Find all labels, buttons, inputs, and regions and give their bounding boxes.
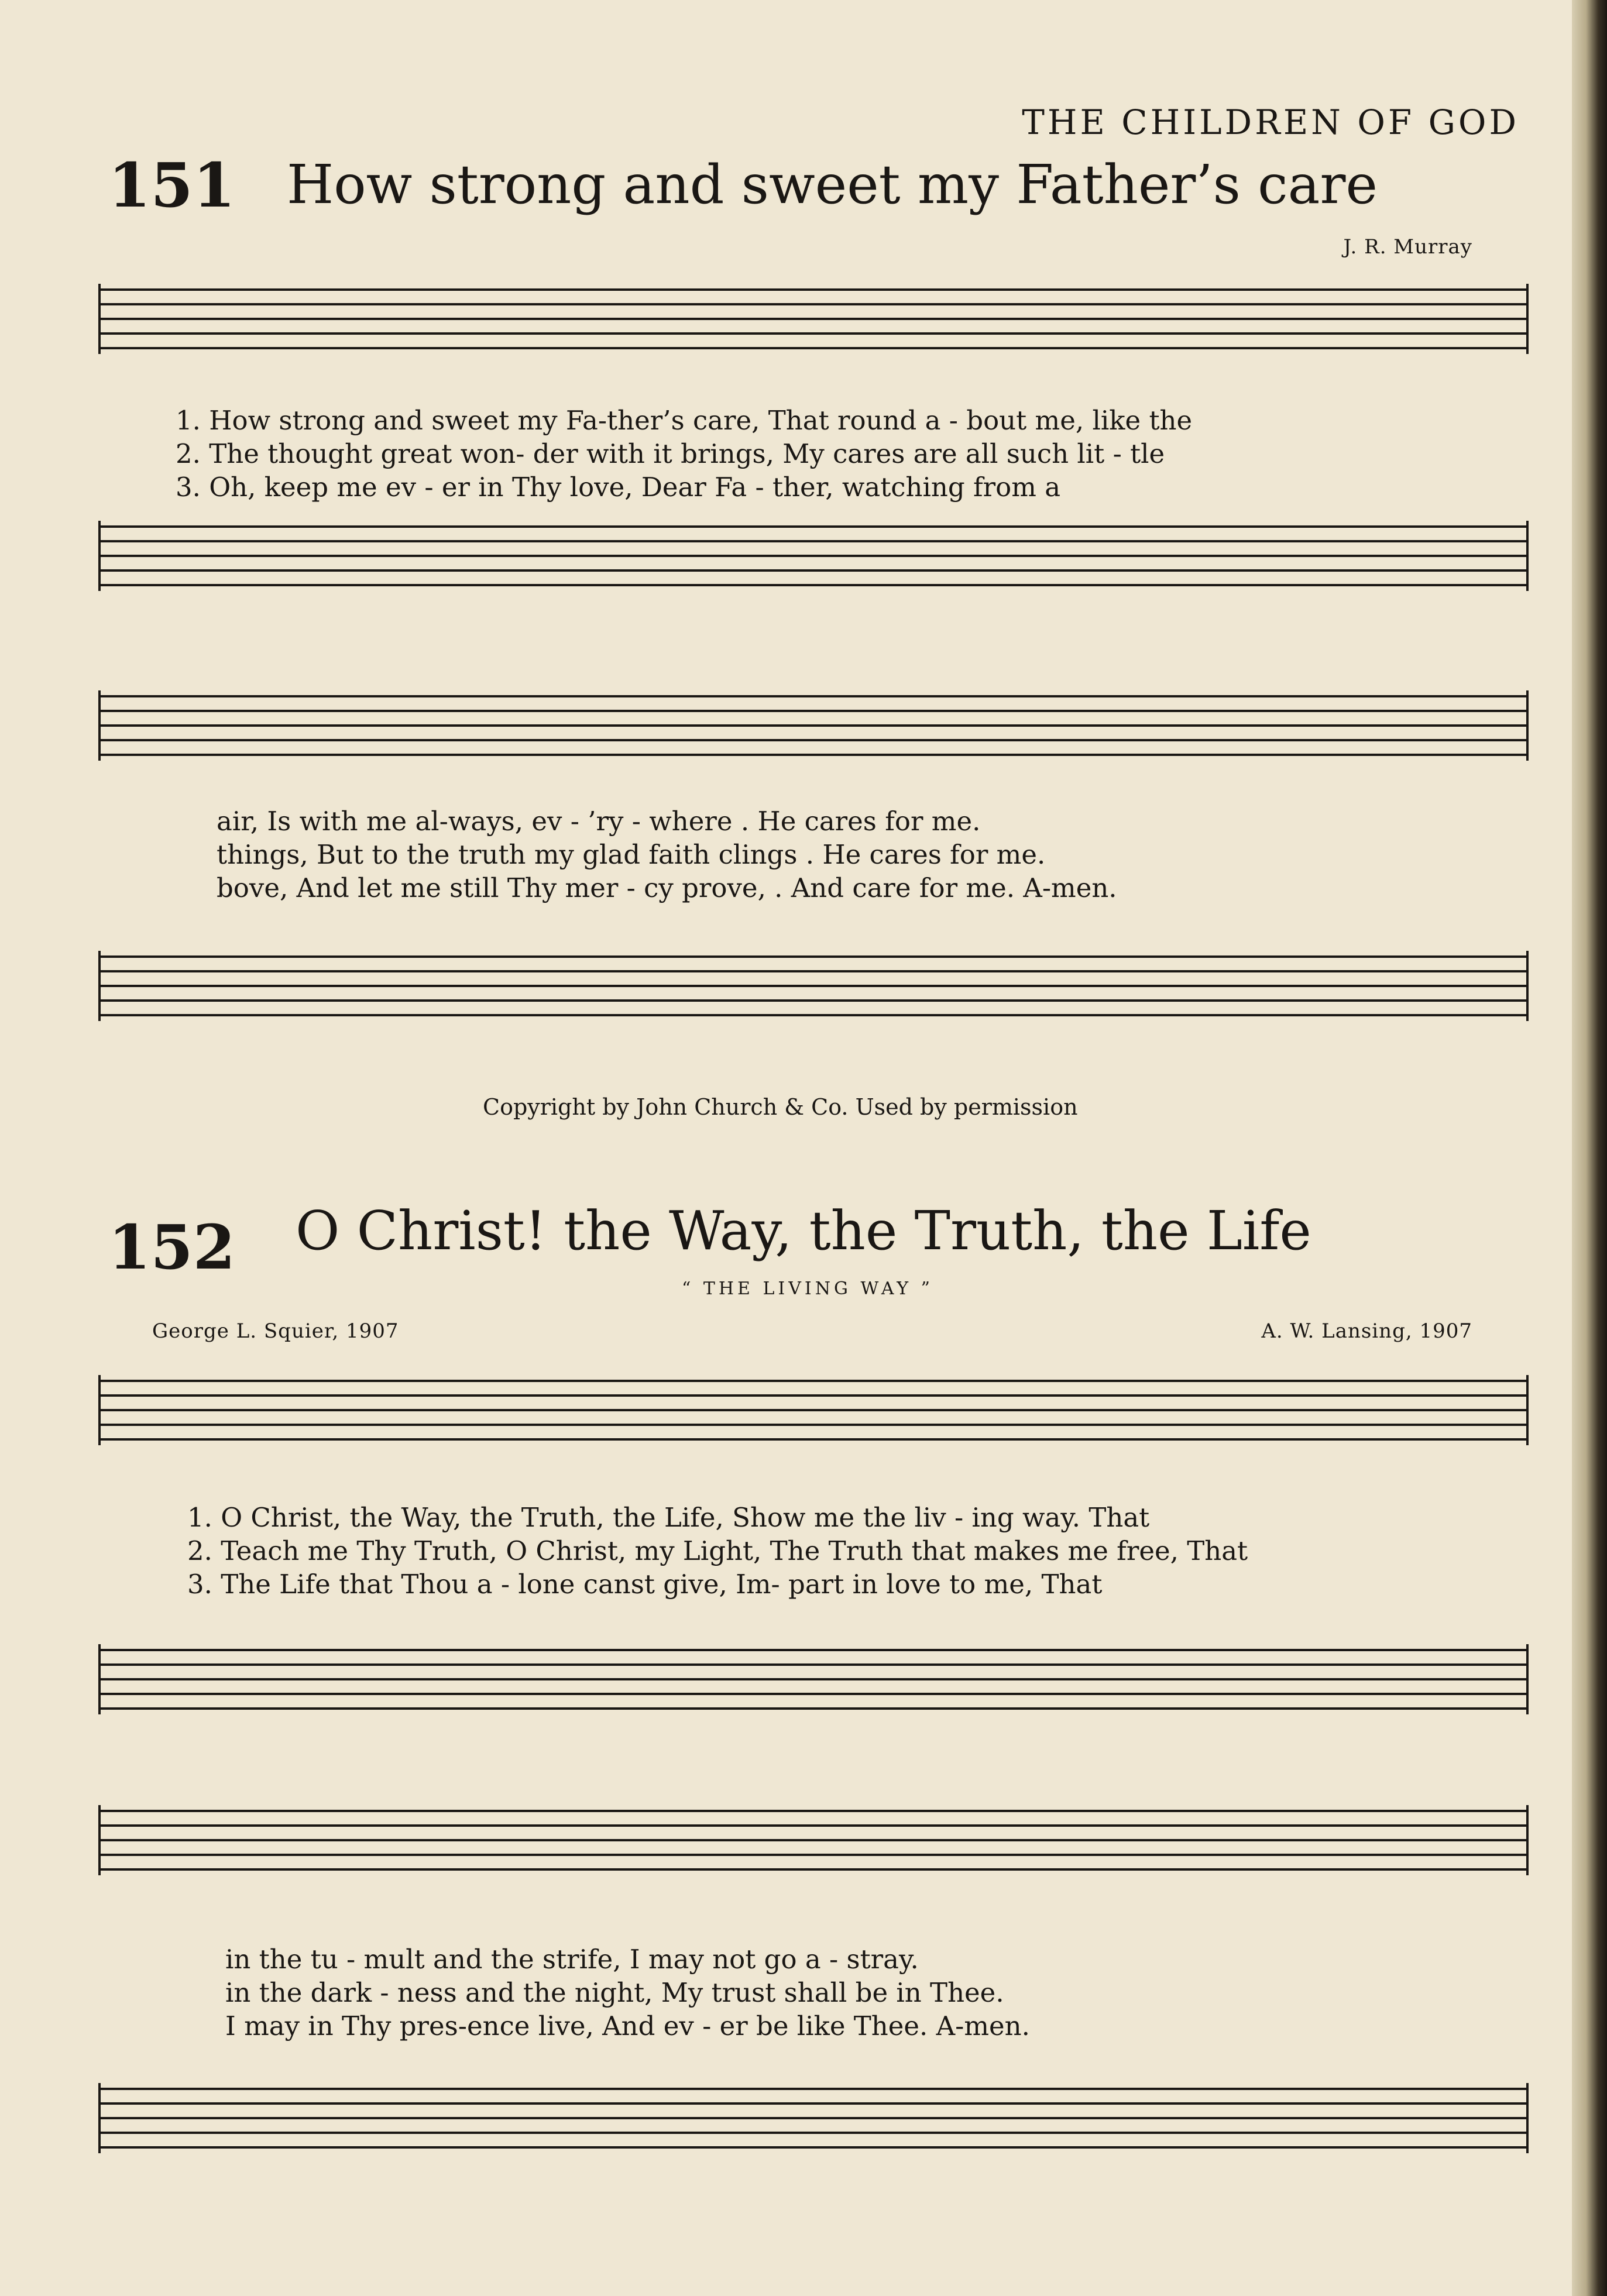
lyrics-block: [225, 1943, 1030, 2043]
author-credit: George L. Squier, 1907: [152, 1319, 399, 1343]
composer-credit: J. R. Murray: [1343, 235, 1472, 259]
composer-credit: A. W. Lansing, 1907: [1261, 1319, 1472, 1343]
lyric-line: in the tu - mult and the strife, I may not go a - stray.: [225, 1944, 919, 1975]
tune-name: “ THE LIVING WAY ”: [682, 1278, 933, 1299]
bass-staff: [99, 1650, 1527, 1732]
hymn-title: O Christ! the Way, the Truth, the Life: [296, 1199, 1311, 1262]
treble-staff: [99, 1381, 1527, 1463]
treble-staff: [99, 696, 1527, 778]
hymn-title: How strong and sweet my Father’s care: [287, 153, 1378, 216]
lyrics-block: [187, 1501, 1248, 1601]
lyric-line: 2. The thought great won- der with it brings, My cares are all such lit - tle: [176, 438, 1165, 469]
lyric-line: in the dark - ness and the night, My trust shall be in Thee.: [225, 1977, 1004, 2008]
copyright-notice: Copyright by John Church & Co. Used by permission: [483, 1094, 1078, 1120]
section-heading: THE CHILDREN OF GOD: [1022, 102, 1519, 142]
bass-staff: [99, 527, 1527, 609]
bass-staff: [99, 2089, 1527, 2171]
lyric-line: I may in Thy pres-ence live, And ev - er be like Thee. A-men.: [225, 2010, 1030, 2041]
hymn-number: 151: [108, 149, 236, 221]
lyrics-block: [176, 404, 1192, 504]
lyric-line: 2. Teach me Thy Truth, O Christ, my Light, The Truth that makes me free, That: [187, 1535, 1248, 1566]
hymn-number: 152: [108, 1211, 236, 1283]
treble-staff: [99, 290, 1527, 372]
lyric-line: 1. How strong and sweet my Fa-ther’s care, That round a - bout me, like the: [176, 405, 1193, 436]
lyric-line: 3. Oh, keep me ev - er in Thy love, Dear Fa - ther, watching from a: [176, 472, 1061, 503]
lyric-line: things, But to the truth my glad faith clings . He cares for me.: [217, 839, 1046, 870]
lyrics-block: [217, 805, 1117, 905]
book-spine-edge: [1572, 0, 1607, 2296]
lyric-line: 3. The Life that Thou a - lone canst give, Im- part in love to me, That: [187, 1569, 1103, 1600]
lyric-line: 1. O Christ, the Way, the Truth, the Life, Show me the liv - ing way. That: [187, 1502, 1150, 1533]
treble-staff: [99, 1811, 1527, 1893]
lyric-line: air, Is with me al-ways, ev - ’ry - where . He cares for me.: [217, 806, 981, 837]
lyric-line: bove, And let me still Thy mer - cy prove, . And care for me. A-men.: [217, 872, 1117, 903]
bass-staff: [99, 957, 1527, 1039]
